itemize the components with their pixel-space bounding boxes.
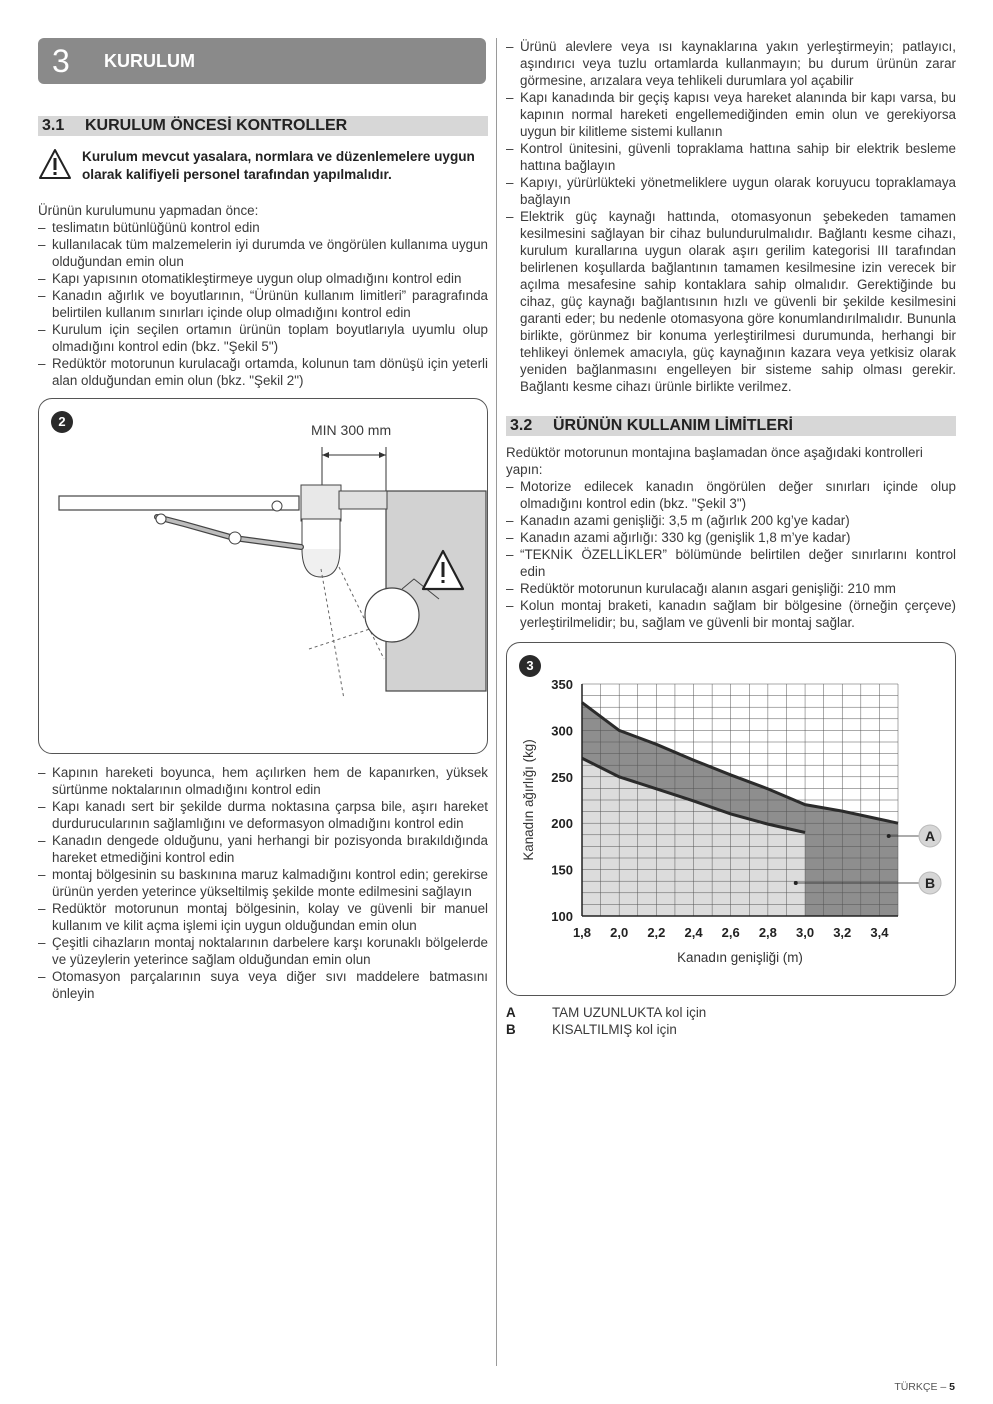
x-tick-label: 3,0: [796, 925, 815, 940]
legend-text: KISALTILMIŞ kol için: [552, 1022, 677, 1037]
limits-block: [506, 444, 956, 631]
y-tick-label: 250: [551, 769, 573, 785]
warning-text: Kurulum mevcut yasalara, normlara ve düzenlemelere uygun olarak kalifiyeli personel tarafından yapılmalıdır.: [82, 149, 475, 182]
min-clearance-label: MIN 300 mm: [311, 422, 392, 438]
figure-badge: 2: [51, 411, 73, 433]
motor-body: [302, 549, 340, 577]
list-item: – Kurulum için seçilen ortamın ürünün toplam boyutlarıyla uyumlu olup olmadığını kontrol edin (bkz. "Şekil 5"): [38, 321, 488, 355]
series-marker-label: A: [924, 828, 936, 844]
limits-intro: Redüktör motorunun montajına başlamadan önce aşağıdaki kontrolleri yapın:: [506, 445, 923, 477]
page-footer: [894, 1379, 955, 1396]
list-item: – Kapıyı, yürürlükteki yönetmeliklere uygun olarak koruyucu topraklamaya bağlayın: [506, 174, 956, 208]
y-tick-label: 350: [551, 677, 573, 692]
list-item: – Motorize edilecek kanadın öngörülen değer sınırları içinde olup olmadığını kontrol edin (bkz. "Şekil 3"): [506, 478, 956, 512]
checklist-before-install: [38, 219, 488, 389]
list-item: – Redüktör motorunun kurulacağı ortamda, kolunun tam dönüşü için yeterli alan olduğundan emin olun (bkz. "Şekil 2"): [38, 355, 488, 389]
list-item: – montaj bölgesinin su baskınına maruz kalmadığını kontrol edin; gerekirse ürünün yerden yeterince yükseltilmiş şekilde monte edilmesini sağlayın: [38, 866, 488, 900]
y-tick-label: 200: [551, 816, 573, 832]
list-item: – Kanadın ağırlık ve boyutlarının, “Ürünün kullanım limitleri” paragrafında belirtilen kullanım sınırları içinde olup olmadığını kontrol edin: [38, 287, 488, 321]
installation-drawing: [39, 399, 487, 753]
list-item: – Otomasyon parçalarının suya veya diğer sıvı maddelere batmasını önleyin: [38, 968, 488, 1002]
y-tick-label: 150: [551, 862, 573, 878]
section-number: 3.2: [510, 417, 533, 434]
list-item: – Kanadın azami ağırlığı: 330 kg (genişlik 1,8 m’ye kadar): [506, 529, 956, 546]
legend-row: [506, 1004, 956, 1021]
x-tick-label: 2,4: [684, 925, 703, 940]
y-tick-label: 100: [551, 909, 573, 924]
intro-block: [38, 202, 488, 389]
checklist-right: [506, 38, 956, 395]
list-item: – “TEKNİK ÖZELLİKLER” bölümünde belirtilen değer sınırlarını kontrol edin: [506, 546, 956, 580]
page-number: 5: [949, 1381, 955, 1393]
section-header-3-1: [38, 116, 488, 136]
checklist-continued: [38, 764, 488, 1002]
chapter-title: KURULUM: [104, 51, 195, 71]
warning-triangle-icon: [38, 148, 72, 180]
list-item: – Kapı kanadı sert bir şekilde durma noktasına çarpsa bile, aşırı hareket durdurucularının sağlamlığını ve deformasyon olmadığını kontrol edin: [38, 798, 488, 832]
detail-circle: [365, 588, 419, 642]
list-item: – teslimatın bütünlüğünü kontrol edin: [38, 219, 488, 236]
figure-badge: 3: [519, 655, 541, 677]
figure-legend: [506, 1004, 956, 1038]
footer-language: TÜRKÇE –: [894, 1381, 950, 1393]
x-tick-label: 2,2: [647, 925, 666, 940]
gate-leaf: [59, 496, 299, 510]
list-item: – Kapı kanadında bir geçiş kapısı veya hareket alanında bir kapı varsa, bu kapının normal hareketi engellemediğinden emin olun ve gerekiyorsa uygun bir kilitleme sistemi kullanın: [506, 89, 956, 140]
y-tick-label: 300: [551, 723, 573, 739]
section-number: 3.1: [42, 117, 65, 134]
list-item: – Kontrol ünitesini, güvenli topraklama hattına sahip bir elektrik besleme hattına bağlayın: [506, 140, 956, 174]
list-item: – Redüktör motorunun kurulacağı alanın asgari genişliği: 210 mm: [506, 580, 956, 597]
section-title: KURULUM ÖNCESİ KONTROLLER: [85, 117, 348, 134]
legend-key: A: [506, 1005, 516, 1020]
intro-text: Ürünün kurulumunu yapmadan önce:: [38, 203, 259, 218]
figure-2: [38, 398, 488, 754]
column-divider: [496, 38, 497, 1366]
weight-width-chart: [507, 643, 955, 995]
section-header-3-2: [506, 416, 956, 436]
x-tick-label: 2,8: [758, 925, 777, 940]
legend-key: B: [506, 1022, 516, 1037]
y-axis-label: Kanadın ağırlığı (kg): [521, 739, 536, 861]
x-tick-label: 3,2: [833, 925, 852, 940]
list-item: – Redüktör motorunun montaj bölgesinin, kolay ve güvenli bir manuel kullanım ve kilit açma işlemi için uygun olduğundan emin olun: [38, 900, 488, 934]
warning-block: [38, 148, 488, 184]
list-item: – Çeşitli cihazların montaj noktalarının darbelere karşı korunaklı bölgelerde ve yüzeylerin yeterince sağlam olduğundan emin olun: [38, 934, 488, 968]
arm: [157, 517, 301, 547]
list-item: – Elektrik güç kaynağı hattında, otomasyonun şebekeden tamamen kesilmesini sağlayan bir cihaz bulundurulmalıdır. Bağlantı kesme cihazı, kurulum kurallarına uygun olarak aşırı gerilim kategorisi III tarafından belirlenen koşullarda bağlantının tamamen kesilmesine izin verecek bir açılma mesafesine sahip kontaklara sahip olmalıdır. Gerektiğinde bu cihaz, güç kaynağı bağlantısının hızlı ve güvenli bir şekilde kesilmesini garanti eder; bu nedenle otomasyona göre konumlandırılmalıdır. Bununla birlikte, görünmez bir konuma yerleştirilmesi durumunda, herhangi bir tehlikeyi önlemek amacıyla, güç kaynağının kazara veya yetkisiz olarak yeniden bağlanmasını engelleyen bir sisteme sahip olması gerekir. Bağlantı kesme cihazı ürünle birlikte verilmez.: [506, 208, 956, 395]
x-tick-label: 3,4: [870, 925, 889, 940]
x-tick-label: 2,0: [610, 925, 629, 940]
figure-3: [506, 642, 956, 996]
legend-text: TAM UZUNLUKTA kol için: [552, 1005, 707, 1020]
chapter-header: [38, 38, 486, 84]
x-tick-label: 2,6: [721, 925, 740, 940]
list-item: – Kanadın dengede olduğunu, yani herhangi bir pozisyonda bırakıldığında hareket etmediğini kontrol edin: [38, 832, 488, 866]
list-item: – Kolun montaj braketi, kanadın sağlam bir bölgesine (örneğin çerçeve) yerleştirilmelidir; bu, sağlam ve güvenli bir montaj sağlar.: [506, 597, 956, 631]
limits-list: [506, 478, 956, 631]
chapter-number: 3: [52, 43, 70, 79]
list-item: – Kapının hareketi boyunca, hem açılırken hem de kapanırken, yüksek sürtünme noktalarının olmadığını kontrol edin: [38, 764, 488, 798]
x-axis-label: Kanadın genişliği (m): [677, 950, 803, 965]
x-tick-label: 1,8: [572, 925, 592, 940]
list-item: – kullanılacak tüm malzemelerin iyi durumda ve öngörülen kullanıma uygun olduğundan emin olun: [38, 236, 488, 270]
list-item: – Kapı yapısının otomatikleştirmeye uygun olup olmadığını kontrol edin: [38, 270, 488, 287]
series-marker-label: B: [924, 875, 936, 891]
section-title: ÜRÜNÜN KULLANIM LİMİTLERİ: [553, 417, 793, 434]
list-item: – Kanadın azami genişliği: 3,5 m (ağırlık 200 kg’ye kadar): [506, 512, 956, 529]
list-item: – Ürünü alevlere veya ısı kaynaklarına yakın yerleştirmeyin; patlayıcı, aşındırıcı veya tuzlu ortamlarda kullanmayın; bu durum ürünün zarar görmesine, arızalara veya tehlikeli durumlara yol açabilir: [506, 38, 956, 89]
legend-row: [506, 1021, 956, 1038]
